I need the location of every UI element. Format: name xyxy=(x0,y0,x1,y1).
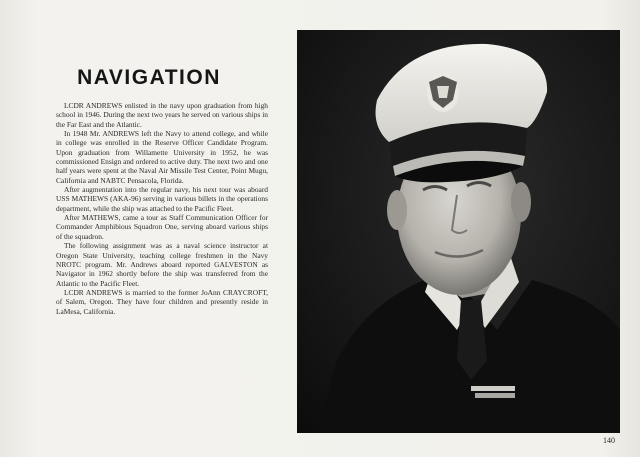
page-number: 140 xyxy=(603,436,615,445)
bio-paragraph-1: LCDR ANDREWS enlisted in the navy upon graduation from high school in 1946. During the next two years he served on various ships in the Far East and the Atlantic. xyxy=(56,101,268,129)
bio-paragraph-4: After MATHEWS, came a tour as Staff Communication Officer for Commander Amphibious Squadron One, serving aboard various ships of the squadron. xyxy=(56,213,268,241)
bio-paragraph-5: The following assignment was as a naval science instructor at Oregon State University, teaching college freshmen in the Navy NROTC program. Mr. Andrews aboard reported GALVESTON as Navigator in 1962 shortly before the ship was transferred from the Atlantic to the Pacific Fleet. xyxy=(56,241,268,288)
officer-portrait-photo xyxy=(297,30,620,433)
biography-text xyxy=(56,101,268,316)
bio-paragraph-2: In 1948 Mr. ANDREWS left the Navy to attend college, and while in college was enrolled in the Reserve Officer Candidate Program. Upon graduation from Willamette University in 1952, he was commissioned Ensign and ordered to active duty. The next two and one half years were spent at the Naval Air Missile Test Center, Point Mugu, California and NABTC Pensacola, Florida. xyxy=(56,129,268,185)
page-title: NAVIGATION xyxy=(77,66,221,89)
bio-paragraph-3: After augmentation into the regular navy, his next tour was aboard USS MATHEWS (AKA-96) serving in various billets in the operations department, while the ship was attached to the Pacific Fleet. xyxy=(56,185,268,213)
bio-paragraph-6: LCDR ANDREWS is married to the former JoAnn CRAYCROFT, of Salem, Oregon. They have four children and presently reside in LaMesa, California. xyxy=(56,287,268,316)
